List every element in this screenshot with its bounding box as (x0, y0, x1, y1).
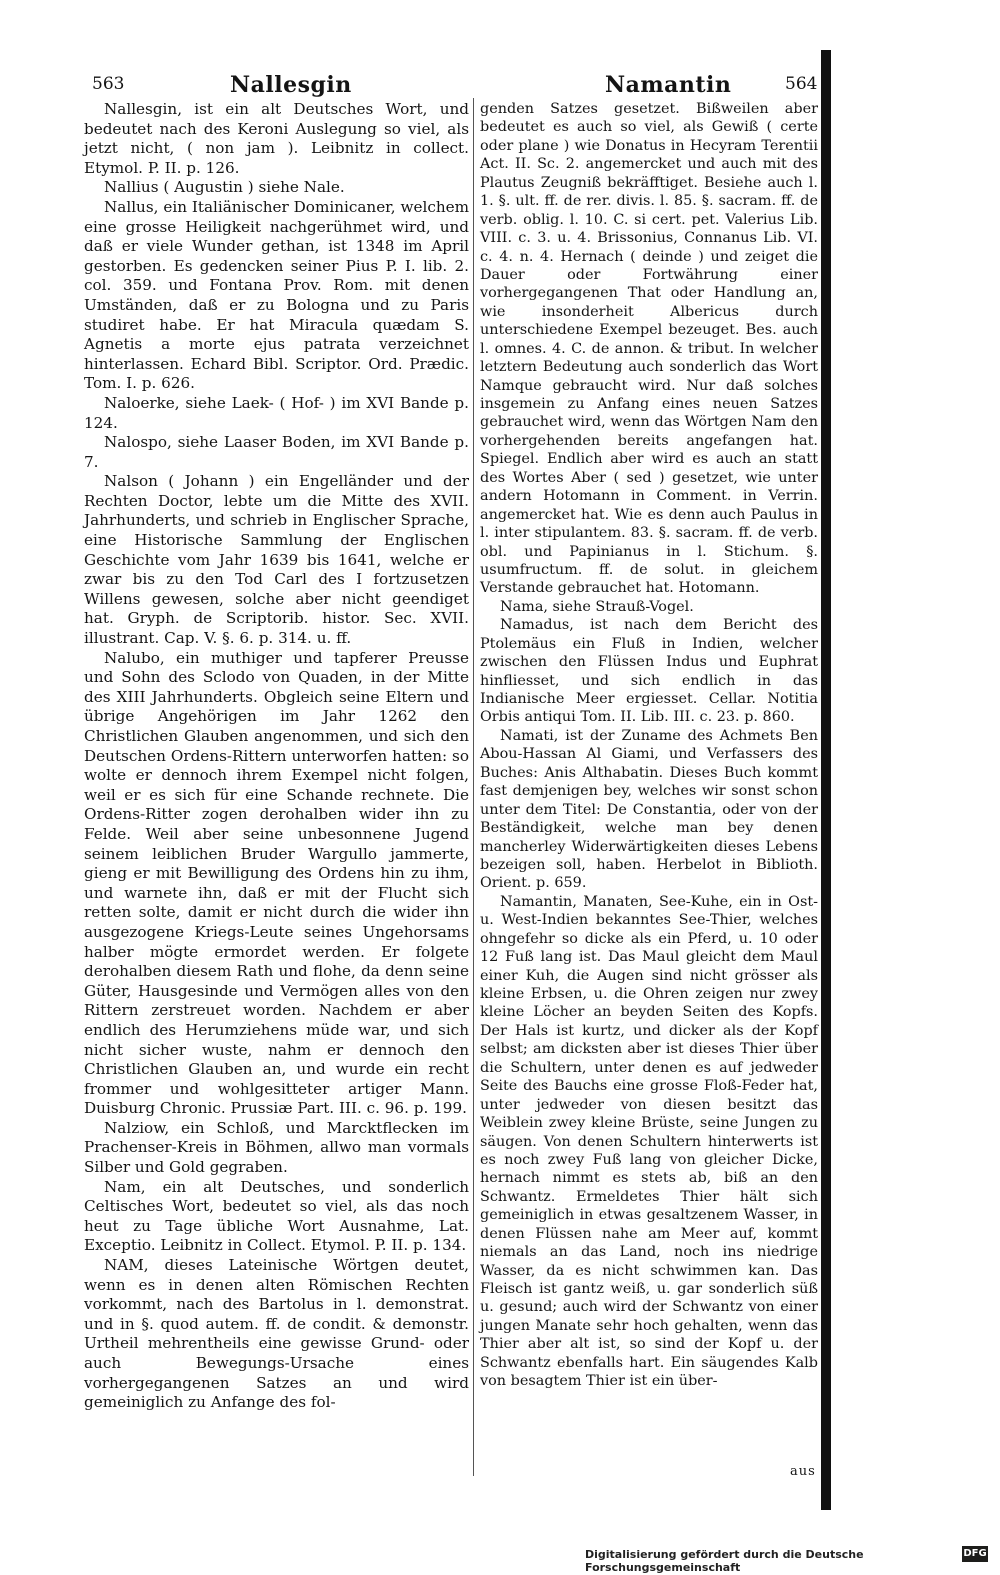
entry-paragraph: Nallesgin, ist ein alt Deutsches Wort, und bedeutet nach des Keroni Auslegung so viel, als jetzt nicht, ( non jam ). Leibnitz in collect. Etymol. P. II. p. 126. (84, 100, 469, 177)
page-number-right: 564 (785, 74, 818, 94)
entry-paragraph: Nalubo, ein muthiger und tapferer Preusse und Sohn des Sclodo von Quaden, in der Mitte des XIII Jahrhunderts. Obgleich seine Eltern und übrige Angehörigen im Jahr 1262 den Christlichen Glauben angenommen, und sich den Deutschen Ordens-Rittern unterworfen hatten: so wolte er dennoch ihrem Exempel nicht folgen, weil er es sich für eine Schande rechnete. Die Ordens-Ritter zogen derohalben wider ihn zu Felde. Weil aber seine unbesonnene Jugend seinem leiblichen Bruder Wargullo jammerte, gieng er mit Bewilligung des Ordens hin zu ihm, und warnete ihn, daß er mit der Flucht sich retten solte, damit er nicht durch die wider ihn ausgezogene Kriegs-Leute seines Ungehorsams halber mögte ermordet werden. Er folgete derohalben diesem Rath und flohe, da denn seine Güter, Hausgesinde und Vermögen alles von den Rittern zerstreuet worden. Nachdem er aber endlich des Herumziehens müde war, und sich nicht sicher wuste, nahm er dennoch den Christlichen Glauben an, und wurde ein recht frommer und wohlgesitteter artiger Mann. Duisburg Chronic. Prussiæ Part. III. c. 96. p. 199. (84, 648, 469, 1118)
page-number-left: 563 (92, 74, 125, 94)
digitization-credit: Digitalisierung gefördert durch die Deutsche Forschungsgemeinschaft (585, 1548, 864, 1574)
column-divider (473, 98, 474, 1476)
right-column (480, 100, 818, 1391)
entry-paragraph: genden Satzes gesetzet. Bißweilen aber bedeutet es auch so viel, als Gewiß ( certe oder plane ) wie Donatus in Hecyram Terentii Act. II. Sc. 2. angemercket und auch mit des Plautus Zeugniß bekräfftiget. Besiehe auch l. 1. §. ult. ff. de rer. divis. l. 85. §. sacram. ff. de verb. oblig. l. 10. C. si cert. pet. Valerius Lib. VIII. c. 3. u. 4. Brissonius, Connanus Lib. VI. c. 4. n. 4. Hernach ( deinde ) und zeiget die Dauer oder Fortwährung einer vorhergegangenen That oder Handlung an, wie insonderheit Albericus durch unterschiedene Exempel bezeuget. Bes. auch l. omnes. 4. C. de annon. & tribut. In welcher letztern Bedeutung auch sonderlich das Wort Namque gebraucht wird. Nur daß solches insgemein zu Anfang eines neuen Satzes gebrauchet wird, wenn das Wörtgen Nam den vorhergehenden bereits angefangen hat. Spiegel. Endlich aber wird es auch an statt des Wortes Aber ( sed ) gesetzet, wie unter andern Hotomann in Comment. in Verrin. angemercket hat. Wie es denn auch Paulus in l. inter stipulantem. 83. §. sacram. ff. de verb. obl. und Papinianus in l. Stichum. §. usumfructum. ff. de solut. in gleichem Verstande gebrauchet hat. Hotomann. (480, 101, 818, 597)
running-head-right: Namantin (605, 72, 732, 98)
entry-paragraph: Namati, ist der Zuname des Achmets Ben Abou-Hassan Al Giami, und Verfassers des Buches: Anis Althabatin. Dieses Buch kommt fast demjenigen bey, welches wir sonst schon unter dem Titel: De Constantia, oder von der Beständigkeit, welche man bey denen mancherley Widerwärtigkeiten dieses Lebens bezeigen soll, haben. Herbelot in Biblioth. Orient. p. 659. (480, 727, 818, 892)
entry-paragraph: Nalospo, siehe Laaser Boden, im XVI Bande p. 7. (84, 433, 469, 471)
left-column (84, 100, 469, 1413)
entry-paragraph: Namadus, ist nach dem Bericht des Ptolemäus ein Fluß in Indien, welcher zwischen den Flüssen Indus und Euphrat hinfliesset, und sich endlich in das Indianische Meer ergiesset. Cellar. Notitia Orbis antiqui Tom. II. Lib. III. c. 23. p. 860. (480, 617, 818, 726)
entry-paragraph: Nallus, ein Italiänischer Dominicaner, welchem eine grosse Heiligkeit nachgerühmet wird, und daß er viele Wunder gethan, ist 1348 im April gestorben. Es gedencken seiner Pius P. I. lib. 2. col. 359. und Fontana Prov. Rom. mit denen Umständen, daß er zu Bologna und zu Paris studiret habe. Er hat Miracula quædam S. Agnetis a morte ejus patrata verzeichnet hinterlassen. Echard Bibl. Scriptor. Ord. Prædic. Tom. I. p. 626. (84, 197, 469, 393)
entry-paragraph: Nam, ein alt Deutsches, und sonderlich Celtisches Wort, bedeutet so viel, als das noch heut zu Tage übliche Wort Ausnahme, Lat. Exceptio. Leibnitz in Collect. Etymol. P. II. p. 134. (84, 1177, 469, 1255)
page-edge-shadow (821, 50, 831, 1510)
entry-paragraph: Naloerke, siehe Laek- ( Hof- ) im XVI Bande p. 124. (84, 393, 469, 432)
entry-paragraph: Nalson ( Johann ) ein Engelländer und der Rechten Doctor, lebte um die Mitte des XVII. Jahrhunderts, und schrieb in Englischer Sprache, eine Historische Sammlung der Englischen Geschichte vom Jahr 1639 bis 1641, welche er zwar bis zu den Tod Carl des I fortzusetzen Willens gewesen, solche aber nicht geendiget hat. Gryph. de Scriptorib. histor. Sec. XVII. illustrant. Cap. V. §. 6. p. 314. u. ff. (84, 472, 469, 648)
dfg-logo: DFG (962, 1546, 988, 1562)
entry-paragraph: Nalziow, ein Schloß, und Marcktflecken im Prachenser-Kreis in Böhmen, allwo man vormals Silber und Gold gegraben. (84, 1118, 469, 1177)
entry-paragraph: NAM, dieses Lateinische Wörtgen deutet, wenn es in denen alten Römischen Rechten vorkommt, nach des Bartolus in l. demonstrat. und in §. quod autem. ff. de condit. & demonstr. Urtheil mehrentheils eine gewisse Grund- oder auch Bewegungs-Ursache eines vorhergegangenen Satzes an und wird gemeiniglich zu Anfange des fol- (84, 1256, 469, 1412)
entry-paragraph: Nama, siehe Strauß-Vogel. (500, 598, 694, 615)
entry-paragraph: Namantin, Manaten, See-Kuhe, ein in Ost- u. West-Indien bekanntes See-Thier, welches ohngefehr so dicke als ein Pferd, u. 10 oder 12 Fuß lang ist. Das Maul gleicht dem Maul einer Kuh, die Augen sind nicht grösser als kleine Erbsen, u. die Ohren zeigen nur zwey kleine Löcher an beyden Seiten des Kopfs. Der Hals ist kurtz, und dicker als der Kopf selbst; am dicksten aber ist dieses Thier über die Schultern, unter denen es auf jedweder Seite des Bauchs eine grosse Floß-Feder hat, unter jedweder von diesen besitzt das Weiblein zwey kleine Brüste, seine Jungen zu säugen. Von denen Schultern hinterwerts ist es noch zwey Fuß lang von gleicher Dicke, hernach nimmt es stets ab, biß an den Schwantz. Ermeldetes Thier hält sich gemeiniglich in etwas gesaltzenem Wasser, in denen Flüssen nahe am Meer auf, kommt niemals an das Land, noch ins niedrige Wasser, da es nicht schwimmen kan. Das Fleisch ist gantz weiß, u. gar sonderlich süß u. gesund; auch wird der Schwantz von einer jungen Manate sehr hoch gehalten, wenn das Thier aber alt ist, so sind der Kopf u. der Schwantz ebenfalls hart. Ein säugendes Kalb von besagtem Thier ist ein über- (480, 893, 818, 1390)
running-head-left: Nallesgin (230, 72, 352, 98)
entry-paragraph: Nallius ( Augustin ) siehe Nale. (104, 178, 345, 197)
catchword: aus (790, 1464, 816, 1479)
